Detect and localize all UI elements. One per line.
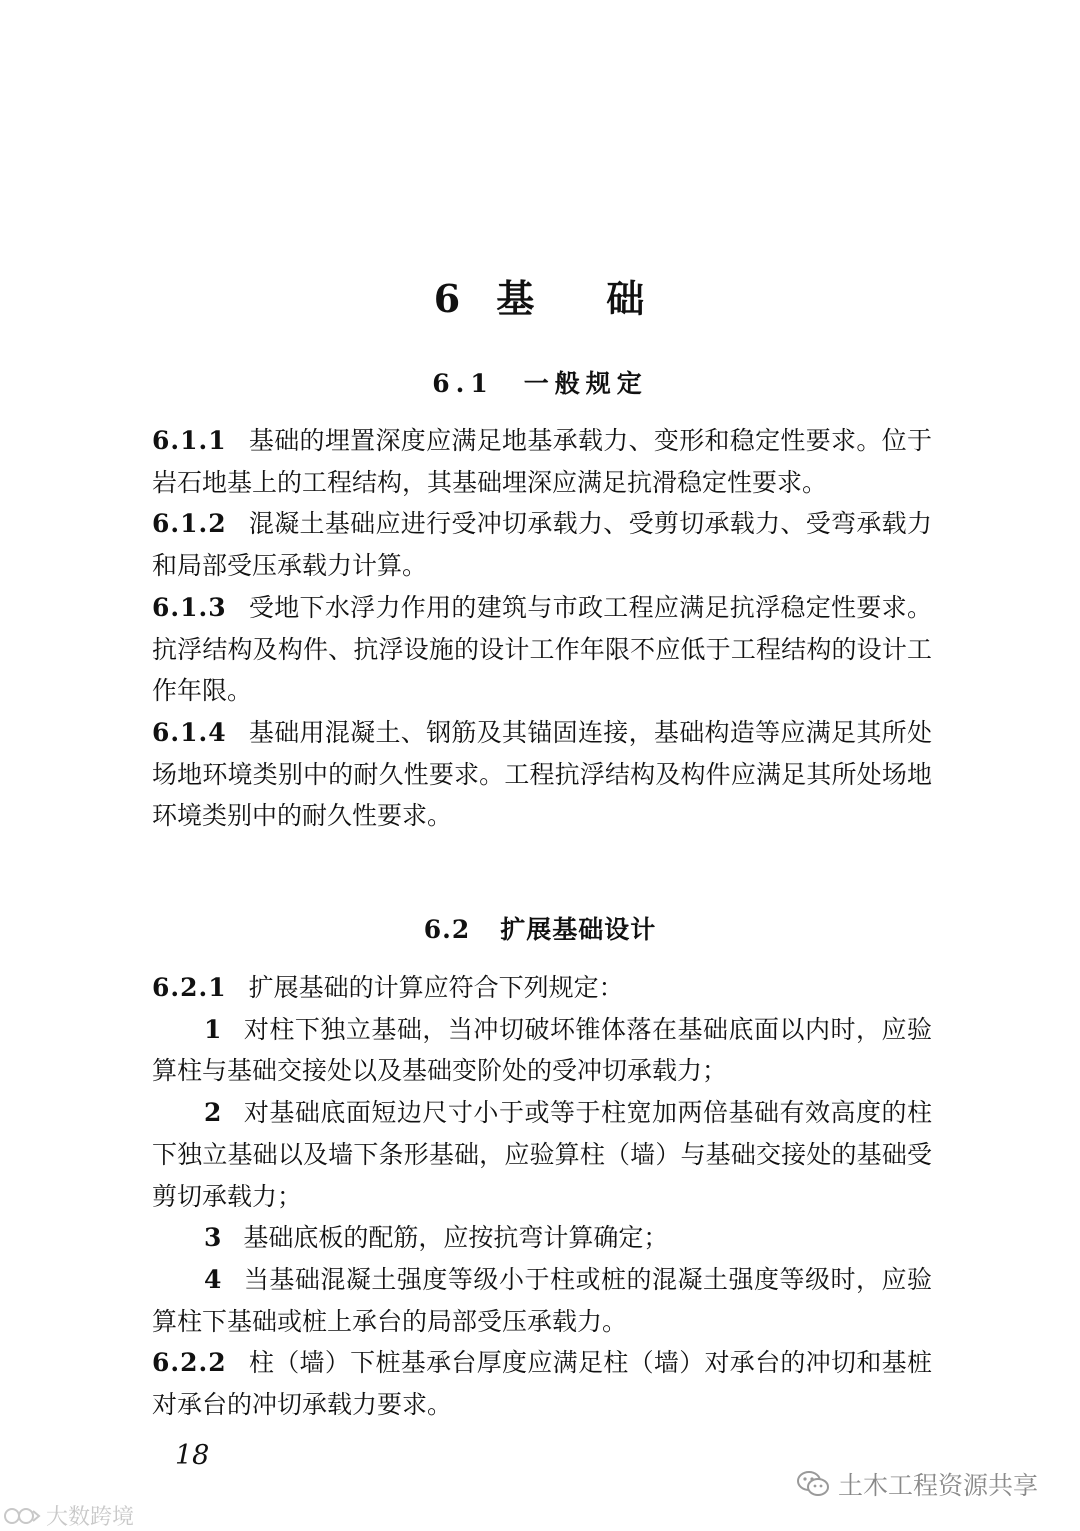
list-item	[152, 1217, 932, 1259]
clause-number: 6.1.4	[152, 717, 227, 747]
clause-number: 6.1.3	[152, 592, 227, 622]
clause-text: 基础用混凝土、钢筋及其锚固连接，基础构造等应满足其所处场地环境类别中的耐久性要求。工程抗浮结构及构件应满足其所处场地环境类别中的耐久性要求。	[152, 717, 932, 831]
section-number: 6.2	[423, 915, 471, 944]
item-text: 基础底板的配筋，应按抗弯计算确定；	[243, 1223, 669, 1253]
watermark-logo	[2, 1500, 134, 1531]
clause-text: 基础的埋置深度应满足地基承载力、变形和稳定性要求。位于岩石地基上的工程结构，其基础埋深应满足抗滑稳定性要求。	[152, 426, 932, 497]
watermark-wechat	[796, 1466, 1038, 1502]
section-number: 6.1	[432, 369, 494, 398]
item-text: 对柱下独立基础，当冲切破坏锥体落在基础底面以内时，应验算柱与基础交接处以及基础变阶处的受冲切承载力；	[152, 1014, 932, 1086]
clause-6-2-1	[152, 967, 932, 1009]
list-item	[152, 1009, 932, 1092]
section-title-text: 扩展基础设计	[500, 915, 657, 944]
list-item	[152, 1259, 932, 1342]
clause-6-2-2	[152, 1342, 932, 1425]
item-text: 当基础混凝土强度等级小于柱或桩的混凝土强度等级时，应验算柱下基础或桩上承台的局部受压承载力。	[152, 1264, 932, 1336]
chapter-title-part2: 础	[606, 276, 647, 321]
chapter-number: 6	[433, 276, 463, 321]
clause-number: 6.1.2	[152, 509, 227, 539]
clause-number: 6.2.2	[152, 1348, 227, 1378]
wechat-icon	[796, 1469, 830, 1499]
item-number: 2	[204, 1098, 222, 1128]
clause-text: 柱（墙）下桩基承台厚度应满足柱（墙）对承台的冲切和基桩对承台的冲切承载力要求。	[152, 1348, 932, 1420]
chapter-title	[0, 268, 1080, 323]
list-item	[152, 1092, 932, 1217]
clause-number: 6.2.1	[152, 973, 227, 1002]
item-number: 4	[204, 1264, 222, 1294]
item-number: 3	[204, 1223, 222, 1253]
clause-6-1-4	[152, 712, 932, 837]
clause-text: 扩展基础的计算应符合下列规定：	[248, 973, 624, 1002]
clause-6-1-1	[152, 420, 932, 503]
item-number: 1	[204, 1014, 222, 1044]
clause-text: 受地下水浮力作用的建筑与市政工程应满足抗浮稳定性要求。抗浮结构及构件、抗浮设施的设计工作年限不应低于工程结构的设计工作年限。	[152, 592, 932, 706]
section-title-6-1	[0, 364, 1080, 400]
watermark-left-text: 大数跨境	[46, 1505, 135, 1530]
clause-6-1-2	[152, 503, 932, 586]
chapter-title-part1: 基	[496, 276, 537, 321]
clause-number: 6.1.1	[152, 426, 227, 455]
clause-6-1-3	[152, 587, 932, 712]
logo-icon	[2, 1505, 42, 1527]
item-text: 对基础底面短边尺寸小于或等于柱宽加两倍基础有效高度的柱下独立基础以及墙下条形基础，应验算柱（墙）与基础交接处的基础受剪切承载力；	[152, 1098, 932, 1211]
section-title-6-2	[0, 910, 1080, 946]
section-title-text: 一般规定	[523, 369, 648, 398]
section-6-2-body	[152, 967, 932, 1426]
watermark-right-text: 土木工程资源共享	[837, 1471, 1038, 1500]
page-number: 18	[175, 1440, 210, 1471]
section-6-1-body	[152, 420, 932, 837]
clause-text: 混凝土基础应进行受冲切承载力、受剪切承载力、受弯承载力和局部受压承载力计算。	[152, 509, 932, 581]
